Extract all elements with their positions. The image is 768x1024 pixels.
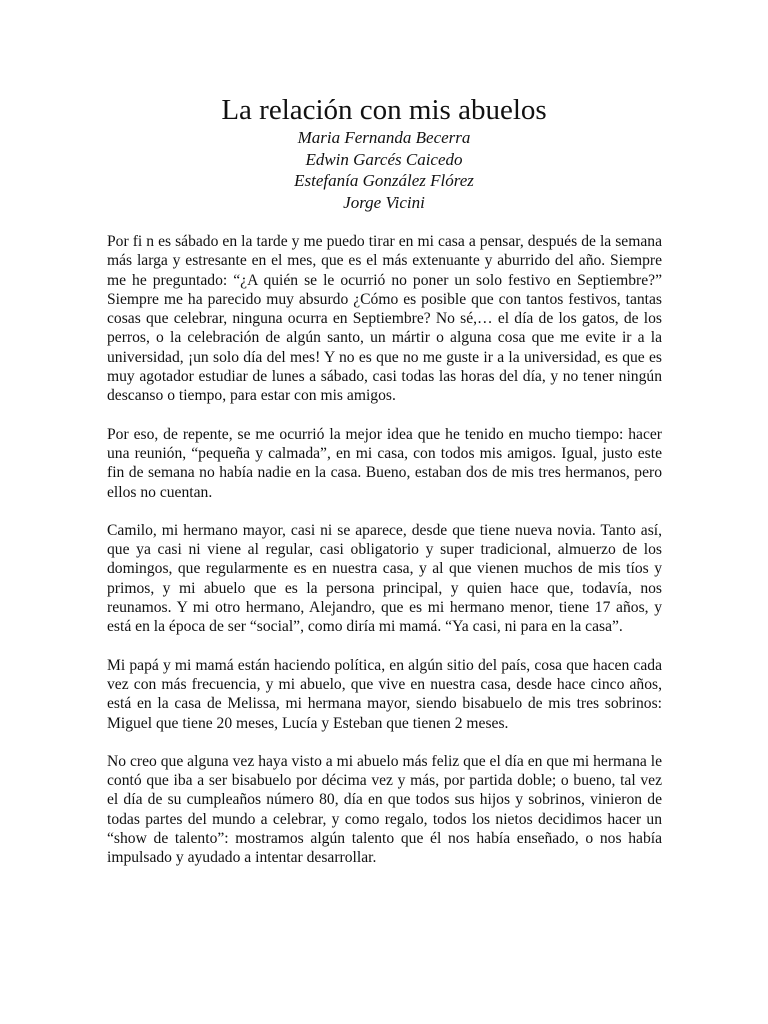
body-paragraph: Camilo, mi hermano mayor, casi ni se aparece, desde que tiene nueva novia. Tanto así, que ya casi ni viene al regular, casi obligatorio y super tradicional, almuerzo de los domingos, que regularmente es en nuestra casa, y al que vienen muchos de mis tíos y primos, y mi abuelo que es la persona principal, y quien hace que, todavía, nos reunamos. Y mi otro hermano, Alejandro, que es mi hermano menor, tiene 17 años, y está en la época de ser “social”, como diría mi mamá. “Ya casi, ni para en la casa”. xyxy=(107,521,662,636)
author-list xyxy=(0,127,768,213)
author-name: Jorge Vicini xyxy=(343,192,425,212)
body-paragraph: No creo que alguna vez haya visto a mi abuelo más feliz que el día en que mi hermana le contó que iba a ser bisabuelo por décima vez y más, por partida doble; o bueno, tal vez el día de su cumpleaños número 80, día en que todos sus hijos y sobrinos, vinieron de todas partes del mundo a celebrar, y como regalo, todos los nietos decidimos hacer un “show de talento”: mostramos algún talento que él nos había enseñado, o nos había impulsado y ayudado a intentar desarrollar. xyxy=(107,752,662,867)
author-name: Maria Fernanda Becerra xyxy=(297,128,471,147)
body-paragraph: Por fi n es sábado en la tarde y me puedo tirar en mi casa a pensar, después de la semana más larga y estresante en el mes, que es el más extenuante y aburrido del año. Siempre me he preguntado: “¿A quién se le ocurrió no poner un solo festivo en Septiembre?” Siempre me ha parecido muy absurdo ¿Cómo es posible que con tantos festivos, tantas cosas que celebrar, ninguna ocurra en Septiembre? No sé,… el día de los gatos, de los perros, o la celebración de algún santo, un mártir o alguna cosa que me evite ir a la universidad, ¡un solo día del mes! Y no es que no me guste ir a la universidad, es que es muy agotador estudiar de lunes a sábado, casi todas las horas del día, y no tener ningún descanso o tiempo, para estar con mis amigos. xyxy=(107,233,662,405)
document-title: La relación con mis abuelos xyxy=(221,94,547,126)
document-body xyxy=(107,232,662,887)
body-paragraph: Por eso, de repente, se me ocurrió la mejor idea que he tenido en mucho tiempo: hacer una reunión, “pequeña y calmada”, en mi casa, con todos mis amigos. Igual, justo este fin de semana no había nadie en la casa. Bueno, estaban dos de mis tres hermanos, pero ellos no cuentan. xyxy=(107,425,662,501)
author-name: Estefanía González Flórez xyxy=(294,171,474,190)
body-paragraph: Mi papá y mi mamá están haciendo política, en algún sitio del país, cosa que hacen cada vez con más frecuencia, y mi abuelo, que vive en nuestra casa, desde hace cinco años, está en la casa de Melissa, mi hermana mayor, siendo bisabuelo de mis tres sobrinos: Miguel que tiene 20 meses, Lucía y Esteban que tienen 2 meses. xyxy=(107,656,662,732)
author-name: Edwin Garcés Caicedo xyxy=(305,149,463,169)
